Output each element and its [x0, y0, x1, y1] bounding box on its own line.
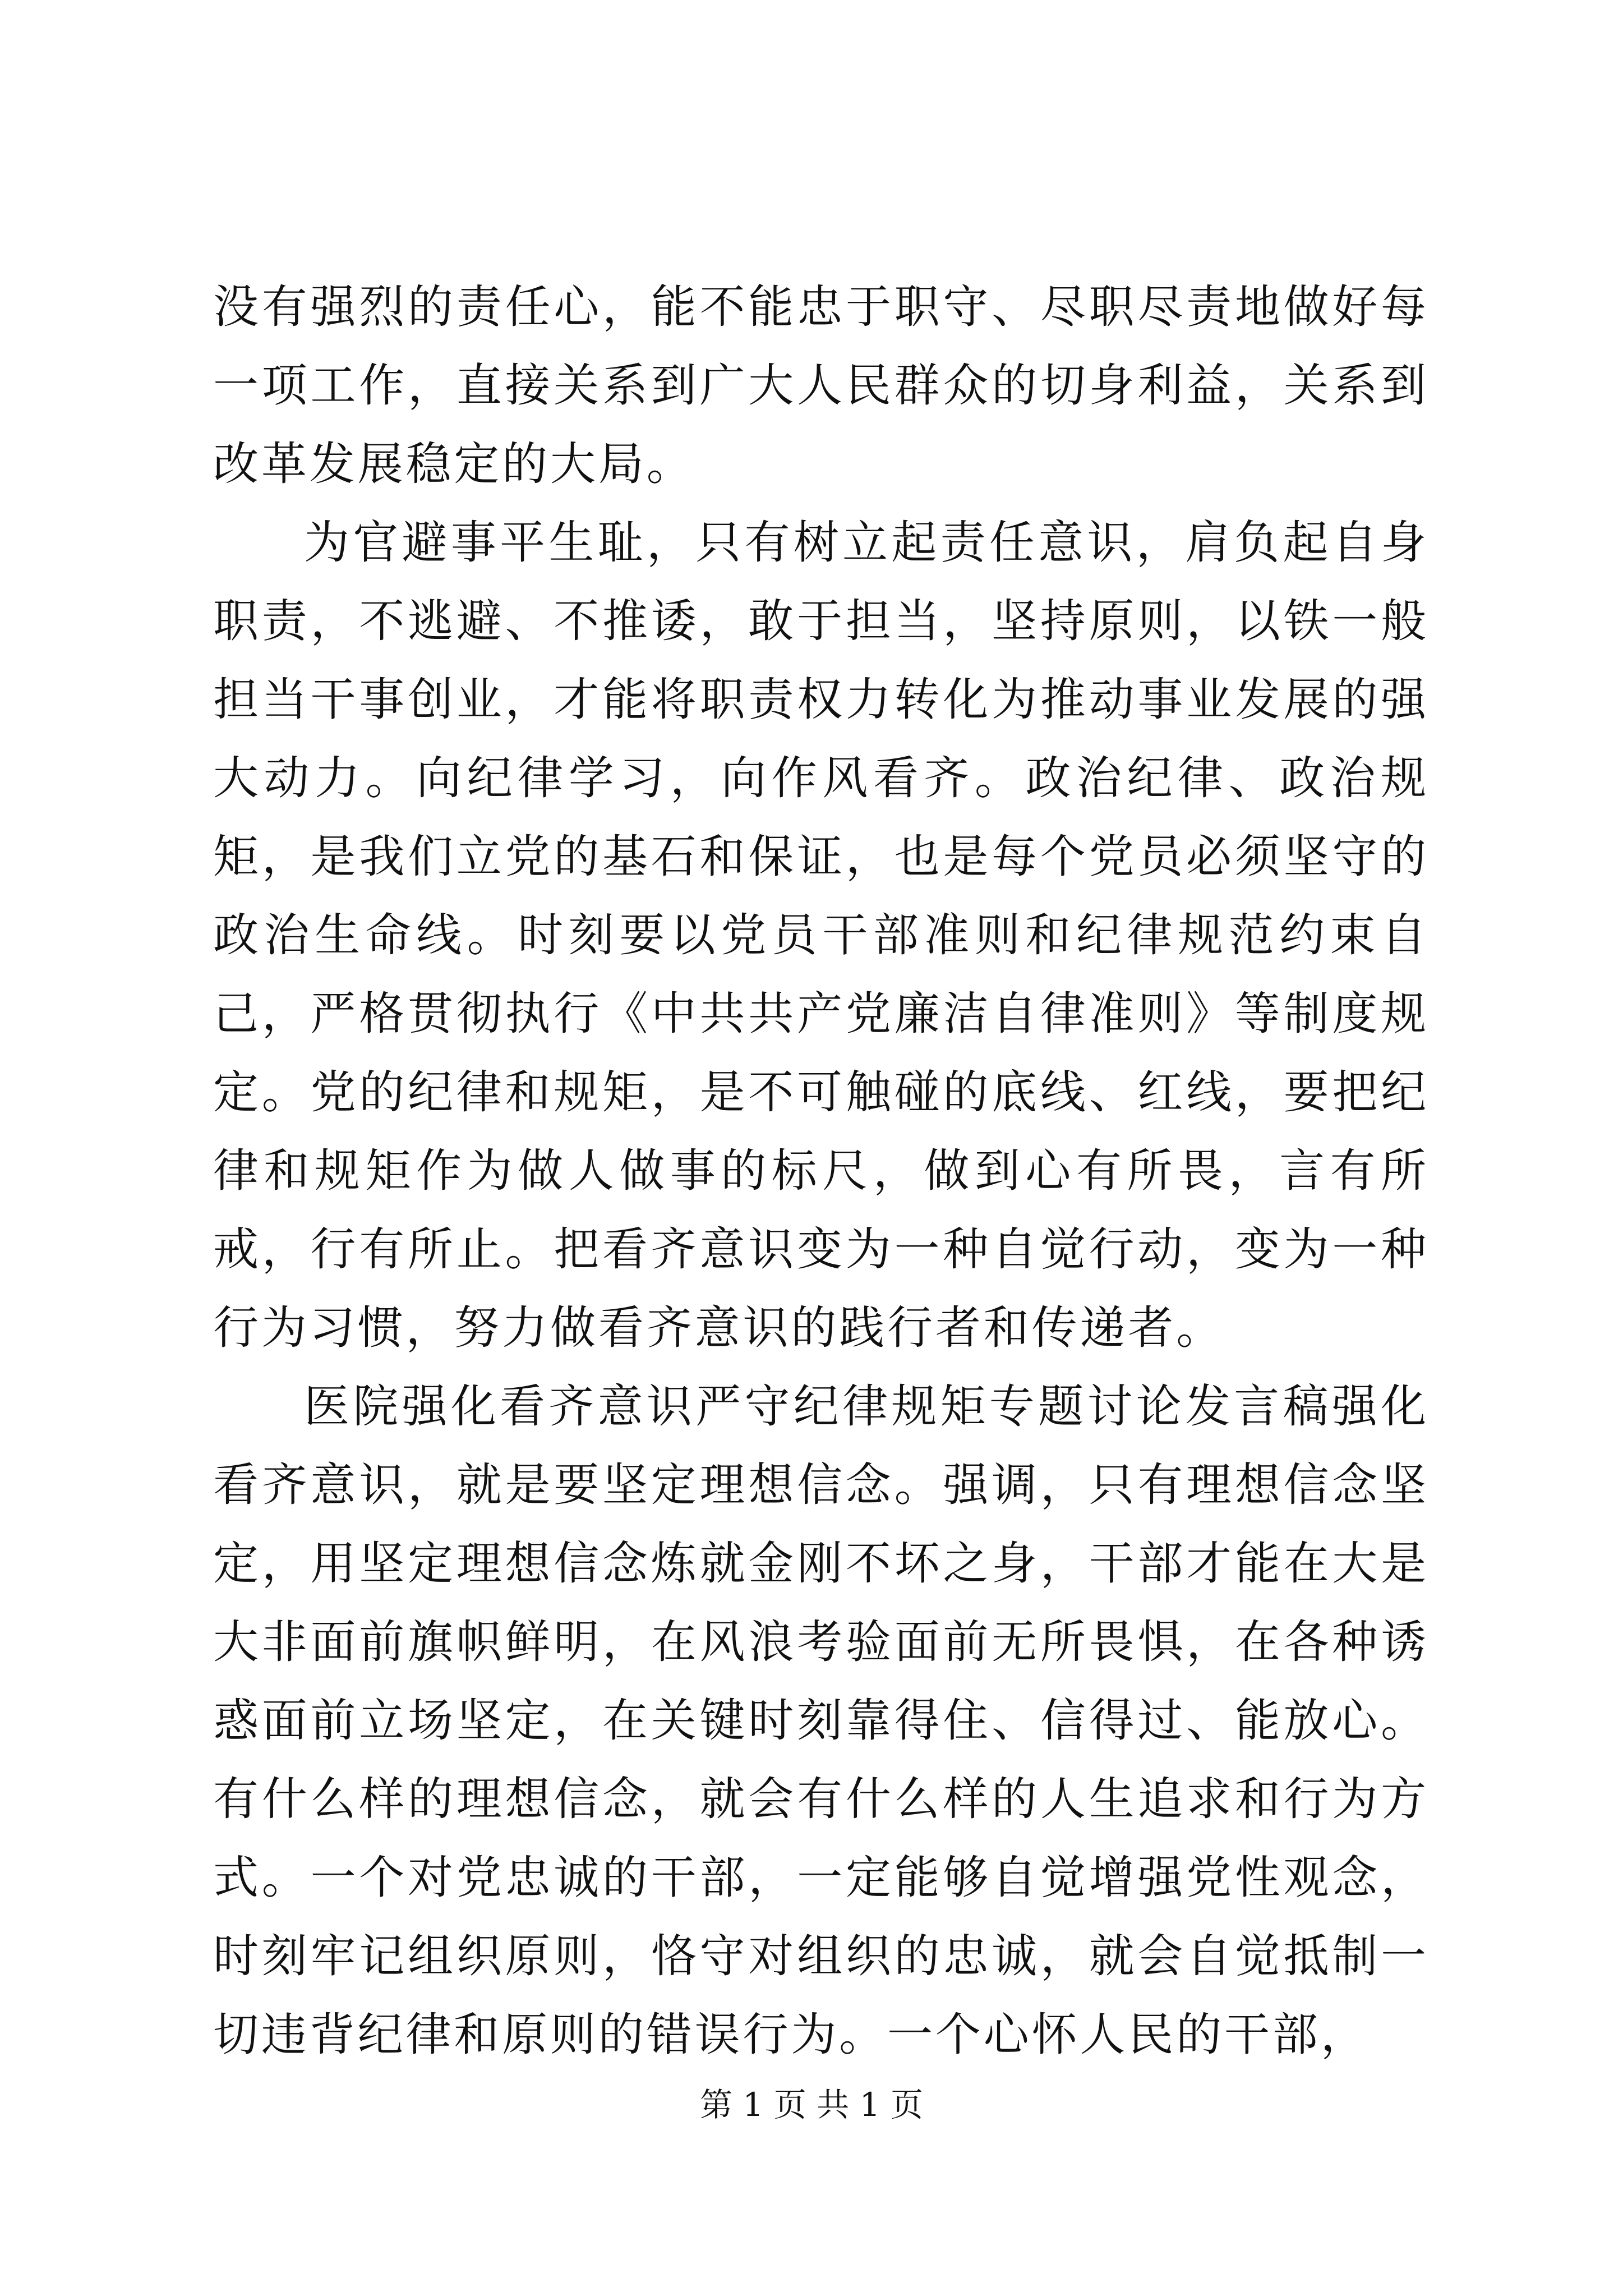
- paragraph: 医院强化看齐意识严守纪律规矩专题讨论发言稿强化看齐意识，就是要坚定理想信念。强调，只有理想信念坚定，用坚定理想信念炼就金刚不坏之身，干部才能在大是大非面前旗帜鲜明，在风浪考验面前无所畏惧，在各种诱惑面前立场坚定，在关键时刻靠得住、信得过、能放心。有什么样的理想信念，就会有什么样的人生追求和行为方式。一个对党忠诚的干部，一定能够自觉增强党性观念，时刻牢记组织原则，恪守对组织的忠诚，就会自觉抵制一切违背纪律和原则的错误行为。一个心怀人民的干部，: [213, 1381, 1429, 2062]
- paragraph: 为官避事平生耻，只有树立起责任意识，肩负起自身职责，不逃避、不推诿，敢于担当，坚持原则，以铁一般担当干事创业，才能将职责权力转化为推动事业发展的强大动力。向纪律学习，向作风看齐。政治纪律、政治规矩，是我们立党的基石和保证，也是每个党员必须坚守的政治生命线。时刻要以党员干部准则和纪律规范约束自己，严格贯彻执行《中共共产党廉洁自律准则》等制度规定。党的纪律和规矩，是不可触碰的底线、红线，要把纪律和规矩作为做人做事的标尺，做到心有所畏，言有所戒，行有所止。把看齐意识变为一种自觉行动，变为一种行为习惯，努力做看齐意识的践行者和传递者。: [213, 517, 1429, 1355]
- page-footer: 第 1 页 共 1 页: [700, 2086, 923, 2124]
- document-body: [213, 268, 1429, 2074]
- paragraph-continued: 没有强烈的责任心，能不能忠于职守、尽职尽责地做好每一项工作，直接关系到广大人民群众的切身利益，关系到改革发展稳定的大局。: [213, 281, 1429, 491]
